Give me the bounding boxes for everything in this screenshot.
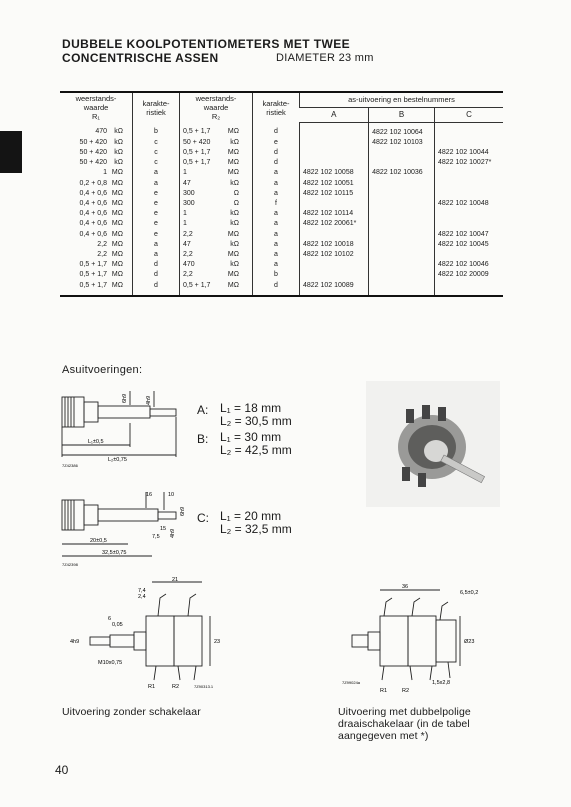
cell-r1-value: 0,5 + 1,7 [79, 281, 107, 289]
variant-a-l2: L₂ = 30,5 mm [220, 414, 292, 428]
cell-k2: a [274, 240, 278, 248]
d3-r2: R2 [172, 684, 180, 690]
d1-dim-6: 6h9 [122, 393, 128, 403]
cell-r2-value: 300 [183, 189, 195, 197]
cell-r2-unit: kΩ [230, 261, 239, 269]
cell-k1: c [154, 138, 158, 146]
variant-a-l1: L₁ = 18 mm [220, 401, 282, 415]
table-row [60, 138, 503, 148]
d1-ref: 7Z42386 [62, 463, 78, 468]
cell-r2-unit: kΩ [230, 138, 239, 146]
cell-r1-unit: kΩ [114, 159, 123, 167]
asuitvoeringen-heading: Asuitvoeringen: [62, 364, 143, 376]
table-row [60, 219, 503, 229]
cell-k2: b [274, 271, 278, 279]
cell-k2: a [274, 210, 278, 218]
cell-order-b: 4822 102 10103 [372, 138, 423, 146]
cell-r2-unit: MΩ [227, 281, 239, 289]
cell-r1-value: 0,2 + 0,8 [79, 179, 107, 187]
cell-k1: e [154, 210, 158, 218]
potentiometer-photo [366, 381, 500, 507]
cell-r2-value: 2,2 [183, 230, 193, 238]
cell-k1: c [154, 148, 158, 156]
d2-dim-10: 10 [168, 492, 175, 498]
cell-k1: a [154, 179, 158, 187]
cell-r1-value: 0,4 + 0,6 [79, 199, 107, 207]
cell-k1: a [154, 240, 158, 248]
d4-dim-15: 1,5x2,8 [432, 680, 451, 686]
header-order: as-uitvoering en bestelnummers [300, 92, 504, 107]
table-row [60, 199, 503, 209]
cell-r2-value: 300 [183, 199, 195, 207]
d2-dim-l2: 32,5±0,75 [102, 550, 127, 556]
caption-with-switch-line2: draaischakelaar (in de tabel [338, 718, 470, 730]
cell-r2-unit: Ω [233, 199, 239, 207]
title-line-2: CONCENTRISCHE ASSEN [62, 51, 219, 65]
cell-k2: a [274, 261, 278, 269]
cell-r1-value: 0,4 + 0,6 [79, 189, 107, 197]
cell-k1: e [154, 230, 158, 238]
cell-r2-unit: kΩ [230, 210, 239, 218]
cell-order-a: 4822 102 10114 [303, 210, 354, 218]
variant-c-l2: L₂ = 32,5 mm [220, 522, 292, 536]
cell-r1-value: 0,4 + 0,6 [79, 230, 107, 238]
d4-ref: 7Z99024a [342, 680, 361, 685]
variant-a-label: A: [197, 403, 209, 417]
diameter-label: DIAMETER 23 mm [276, 52, 374, 64]
d3-dim-4h9: 4h9 [70, 639, 80, 645]
d4-r2: R2 [402, 688, 410, 694]
cell-r2-value: 2,2 [183, 250, 193, 258]
cell-r2-unit: kΩ [230, 240, 239, 248]
cell-r1-value: 470 [95, 128, 107, 136]
cell-r2-unit: MΩ [227, 159, 239, 167]
cell-order-c: 4822 102 10046 [438, 261, 489, 269]
variant-b-l2: L₂ = 42,5 mm [220, 443, 292, 457]
page-number: 40 [55, 763, 69, 777]
cell-r2-unit: kΩ [230, 179, 239, 187]
cell-order-c: 4822 102 10047 [438, 230, 489, 238]
cell-r1-unit: MΩ [111, 261, 123, 269]
cell-r2-unit: kΩ [230, 220, 239, 228]
cell-r2-unit: MΩ [227, 128, 239, 136]
cell-r1-unit: MΩ [111, 230, 123, 238]
spec-table [60, 91, 503, 297]
cell-r1-unit: kΩ [114, 148, 123, 156]
variant-b-l1: L₁ = 30 mm [220, 430, 282, 444]
d2-dim-75: 7,5 [152, 534, 160, 540]
cell-r1-unit: kΩ [114, 138, 123, 146]
cell-order-b: 4822 102 10064 [372, 128, 423, 136]
cell-k1: e [154, 189, 158, 197]
title-line-1: DUBBELE KOOLPOTENTIOMETERS MET TWEE [62, 37, 351, 51]
cell-order-a: 4822 102 10058 [303, 169, 354, 177]
cell-r2-value: 1 [183, 169, 187, 177]
cell-order-b: 4822 102 10036 [372, 169, 423, 177]
cell-r1-value: 50 + 420 [79, 159, 107, 167]
cell-r2-unit: MΩ [227, 230, 239, 238]
cell-k1: d [154, 271, 158, 279]
cell-k1: d [154, 261, 158, 269]
cell-r1-unit: MΩ [111, 271, 123, 279]
cell-k1: e [154, 220, 158, 228]
table-row [60, 270, 503, 280]
d4-dim-23: Ø23 [464, 639, 475, 645]
table-row [60, 158, 503, 168]
cell-r2-value: 1 [183, 220, 187, 228]
cell-r1-unit: MΩ [111, 220, 123, 228]
cell-r1-value: 1 [103, 169, 107, 177]
cell-r2-value: 0,5 + 1,7 [183, 281, 211, 289]
table-row [60, 230, 503, 240]
table-row [60, 281, 503, 296]
d2-dim-6: 6h9 [180, 506, 186, 516]
cell-k2: f [275, 199, 277, 207]
cell-r2-value: 1 [183, 210, 187, 218]
d2-dim-l1: 20±0,5 [90, 538, 107, 544]
shaft-drawing-c [60, 486, 190, 568]
cell-k1: a [154, 169, 158, 177]
cell-r1-value: 0,5 + 1,7 [79, 271, 107, 279]
cell-k2: a [274, 189, 278, 197]
cell-order-a: 4822 102 10115 [303, 189, 354, 197]
table-row [60, 122, 503, 138]
table-row [60, 260, 503, 270]
d4-dim-36: 36 [402, 584, 409, 590]
d1-dim-4: 4h9 [146, 395, 152, 405]
d4-r1: R1 [380, 688, 388, 694]
cell-r1-unit: MΩ [111, 210, 123, 218]
cell-k1: a [154, 250, 158, 258]
header-col-c: C [435, 107, 504, 122]
cell-k2: d [274, 128, 278, 136]
table-row [60, 209, 503, 219]
cell-order-c: 4822 102 10048 [438, 199, 489, 207]
cell-k2: a [274, 230, 278, 238]
cell-r1-value: 50 + 420 [79, 148, 107, 156]
cell-k2: a [274, 179, 278, 187]
table-row [60, 250, 503, 260]
cell-order-c: 4822 102 10027* [438, 159, 492, 167]
d3-dim-23: 23 [214, 639, 221, 645]
cell-k1: d [154, 281, 158, 289]
cell-r2-value: 470 [183, 261, 195, 269]
d3-dim-m10: M10x0,75 [98, 660, 123, 666]
cell-order-a: 4822 102 10102 [303, 250, 354, 258]
header-k1: karakte- ristiek [133, 92, 180, 122]
cell-r1-unit: MΩ [111, 189, 123, 197]
cell-k2: e [274, 138, 278, 146]
cell-r1-unit: MΩ [111, 281, 123, 289]
d3-dim-74: 7,4 [138, 588, 146, 594]
cell-r1-value: 0,4 + 0,6 [79, 210, 107, 218]
d3-dim-21: 21 [172, 577, 179, 583]
thumb-index-tab [0, 131, 22, 173]
d4-dim-65: 6,5±0,2 [460, 590, 479, 596]
cell-r1-unit: MΩ [111, 179, 123, 187]
cell-r1-value: 0,5 + 1,7 [79, 261, 107, 269]
cell-order-c: 4822 102 20009 [438, 271, 489, 279]
d2-dim-15: 15 [160, 526, 167, 532]
cell-k1: b [154, 128, 158, 136]
drawing-without-switch [60, 576, 235, 694]
shaft-drawing-ab [60, 383, 190, 468]
cell-order-c: 4822 102 10045 [438, 240, 489, 248]
header-k2: karakte- ristiek [253, 92, 300, 122]
d3-ref: 7Z90313.1 [194, 684, 214, 689]
cell-r1-value: 2,2 [97, 240, 107, 248]
caption-without-switch: Uitvoering zonder schakelaar [62, 706, 201, 718]
cell-k2: a [274, 169, 278, 177]
table-row [60, 240, 503, 250]
cell-k2: d [274, 281, 278, 289]
variant-c-l1: L₁ = 20 mm [220, 509, 282, 523]
cell-k2: d [274, 148, 278, 156]
cell-r2-value: 50 + 420 [183, 138, 211, 146]
table-row [60, 179, 503, 189]
header-r1: weerstands- waarde R₁ [60, 92, 133, 122]
cell-r2-unit: Ω [233, 189, 239, 197]
cell-r2-unit: MΩ [227, 148, 239, 156]
d1-dim-l1: L₁±0,5 [88, 439, 104, 445]
d3-r1: R1 [148, 684, 156, 690]
variant-b-label: B: [197, 432, 209, 446]
cell-order-a: 4822 102 10018 [303, 240, 354, 248]
drawing-with-switch [340, 580, 505, 698]
d2-ref: 7Z42398 [62, 562, 78, 567]
header-col-a: A [300, 107, 369, 122]
cell-r1-value: 2,2 [97, 250, 107, 258]
cell-r1-value: 50 + 420 [79, 138, 107, 146]
caption-with-switch-line3: aangegeven met *) [338, 730, 429, 742]
cell-r1-unit: MΩ [111, 250, 123, 258]
d2-dim-16: 16 [146, 492, 153, 498]
d3-dim-6: 6 [108, 616, 112, 622]
cell-r1-unit: kΩ [114, 128, 123, 136]
cell-order-a: 4822 102 10089 [303, 281, 354, 289]
cell-order-c: 4822 102 10044 [438, 148, 489, 156]
cell-r2-value: 47 [183, 179, 191, 187]
cell-r2-value: 0,5 + 1,7 [183, 148, 211, 156]
d1-dim-l2: L₂±0,75 [108, 457, 127, 463]
cell-r2-value: 47 [183, 240, 191, 248]
cell-r1-value: 0,4 + 0,6 [79, 220, 107, 228]
cell-order-a: 4822 102 20061* [303, 220, 357, 228]
cell-k1: c [154, 159, 158, 167]
table-row [60, 189, 503, 199]
variant-c-label: C: [197, 511, 209, 525]
table-row [60, 148, 503, 158]
cell-k2: a [274, 220, 278, 228]
cell-k2: a [274, 250, 278, 258]
cell-r1-unit: MΩ [111, 199, 123, 207]
caption-with-switch-line1: Uitvoering met dubbelpolige [338, 706, 471, 718]
d3-dim-24: 2,4 [138, 594, 146, 600]
header-col-b: B [369, 107, 435, 122]
d2-dim-4: 4h9 [170, 528, 176, 538]
cell-k1: e [154, 199, 158, 207]
d3-dim-005: 0,05 [112, 622, 123, 628]
cell-r2-unit: MΩ [227, 169, 239, 177]
header-r2: weerstands- waarde R₂ [180, 92, 253, 122]
cell-r1-unit: MΩ [111, 169, 123, 177]
cell-k2: d [274, 159, 278, 167]
cell-r2-value: 0,5 + 1,7 [183, 159, 211, 167]
cell-r2-value: 2,2 [183, 271, 193, 279]
cell-order-a: 4822 102 10051 [303, 179, 354, 187]
cell-r2-value: 0,5 + 1,7 [183, 128, 211, 136]
cell-r2-unit: MΩ [227, 271, 239, 279]
cell-r2-unit: MΩ [227, 250, 239, 258]
table-row [60, 168, 503, 178]
cell-r1-unit: MΩ [111, 240, 123, 248]
